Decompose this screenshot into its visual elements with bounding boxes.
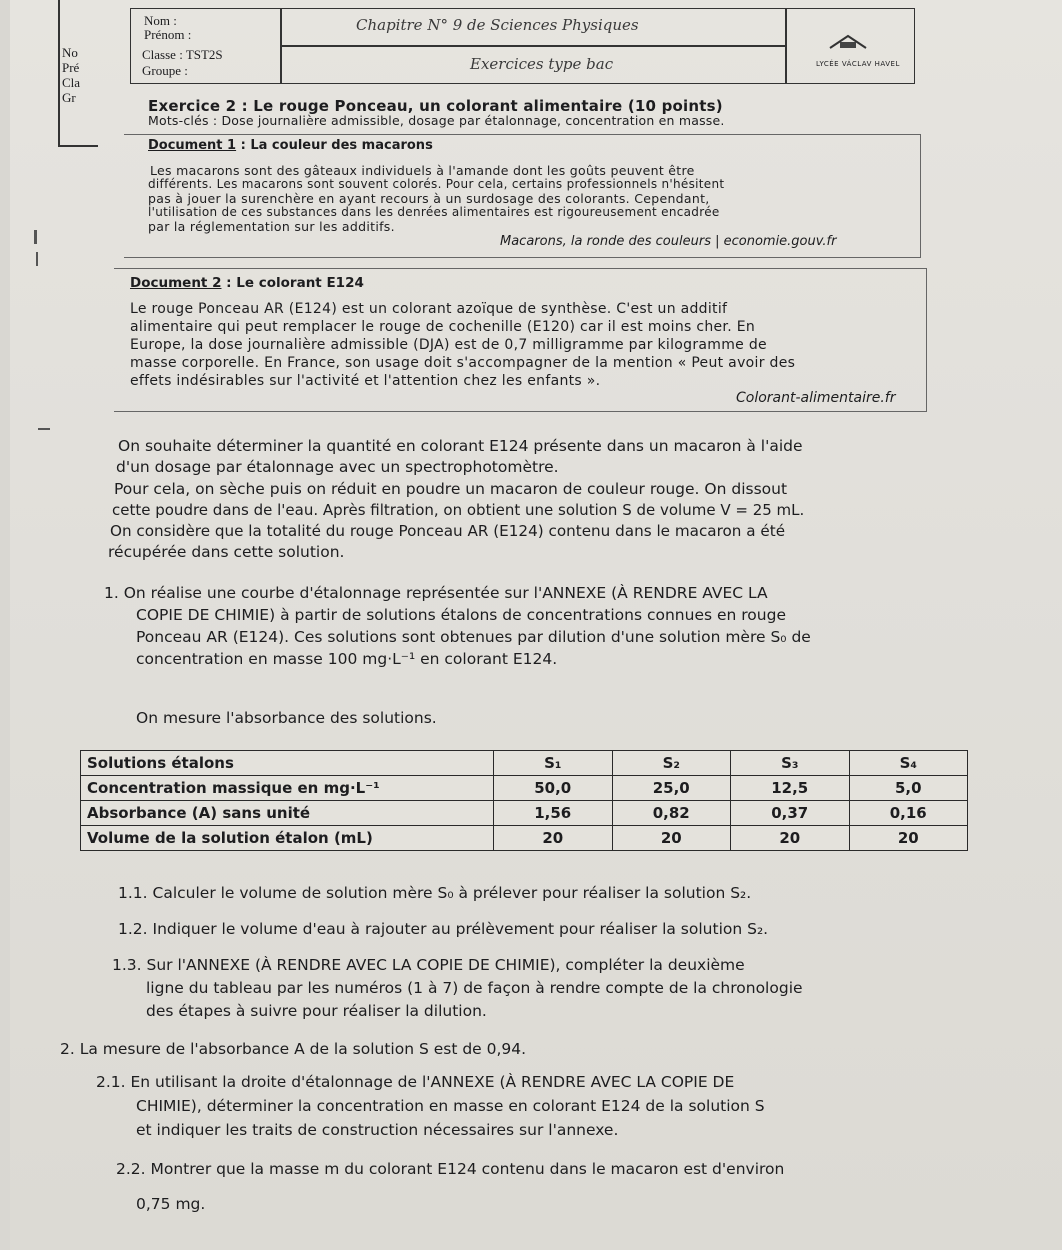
margin-mark (38, 428, 50, 430)
table-row (81, 826, 968, 851)
document-1-subject: : La couleur des macarons (236, 138, 433, 153)
table-cell: Absorbance (A) sans unité (81, 801, 494, 826)
question-2-1-line: et indiquer les traits de construction nécessaires sur l'annexe. (136, 1121, 619, 1139)
left-fragment: No (62, 45, 78, 60)
table-cell: S₄ (849, 751, 968, 776)
question-1-line: COPIE DE CHIMIE) à partir de solutions étalons de concentrations connues en rouge (136, 606, 786, 624)
intro-line: cette poudre dans de l'eau. Après filtration, on obtient une solution S de volume V = 25 mL. (112, 501, 805, 519)
exercise-keywords: Mots-clés : Dose journalière admissible, dosage par étalonnage, concentration en masse. (148, 113, 725, 128)
question-2-2-line: 2.2. Montrer que la masse m du colorant E124 contenu dans le macaron est d'environ (116, 1160, 785, 1178)
table-cell: 25,0 (612, 776, 731, 801)
table-cell: 0,82 (612, 801, 731, 826)
intro-line: On considère que la totalité du rouge Ponceau AR (E124) contenu dans le macaron a été (110, 522, 786, 540)
table-cell: 0,37 (731, 801, 850, 826)
table-cell: 20 (731, 826, 850, 851)
question-2-1-line: CHIMIE), déterminer la concentration en masse en colorant E124 de la solution S (136, 1097, 765, 1115)
table-cell: S₂ (612, 751, 731, 776)
standards-table (80, 750, 968, 851)
left-fragment: Gr (62, 90, 76, 105)
table-cell: 20 (849, 826, 968, 851)
question-1-1: 1.1. Calculer le volume de solution mère S₀ à prélever pour réaliser la solution S₂. (118, 884, 752, 902)
document-1-line: différents. Les macarons sont souvent colorés. Pour cela, certains professionnels n'hésitent (148, 177, 725, 191)
table-row (81, 751, 968, 776)
intro-line: d'un dosage par étalonnage avec un spectrophotomètre. (116, 458, 559, 476)
school-logo-icon (826, 32, 870, 52)
nom-label: Nom : (144, 13, 177, 28)
intro-line: Pour cela, on sèche puis on réduit en poudre un macaron de couleur rouge. On dissout (114, 480, 788, 498)
table-cell: 50,0 (494, 776, 613, 801)
table-cell: Concentration massique en mg·L⁻¹ (81, 776, 494, 801)
document-1-line: l'utilisation de ces substances dans les denrées alimentaires est rigoureusement encadrée (148, 205, 720, 219)
question-1-line: concentration en masse 100 mg·L⁻¹ en colorant E124. (136, 650, 558, 668)
margin-mark (36, 252, 38, 266)
table-cell: S₃ (731, 751, 850, 776)
document-2-source: Colorant-alimentaire.fr (736, 390, 896, 406)
document-2-subject: : Le colorant E124 (221, 275, 364, 291)
table-cell: 0,16 (849, 801, 968, 826)
document-2-line: Le rouge Ponceau AR (E124) est un colorant azoïque de synthèse. C'est un additif (130, 301, 728, 317)
exercise-title: Exercice 2 : Le rouge Ponceau, un colorant alimentaire (10 points) (148, 97, 723, 115)
document-2-line: Europe, la dose journalière admissible (DJA) est de 0,7 milligramme par kilogramme de (130, 337, 767, 353)
table-cell: 5,0 (849, 776, 968, 801)
document-2-label: Document 2 (130, 275, 222, 291)
question-1-line: 1. On réalise une courbe d'étalonnage représentée sur l'ANNEXE (À RENDRE AVEC LA (104, 584, 768, 602)
question-2-1-line: 2.1. En utilisant la droite d'étalonnage de l'ANNEXE (À RENDRE AVEC LA COPIE DE (96, 1073, 735, 1091)
question-2: 2. La mesure de l'absorbance A de la solution S est de 0,94. (60, 1040, 527, 1058)
classe-label: Classe : TST2S (142, 47, 223, 62)
intro-line: On souhaite déterminer la quantité en colorant E124 présente dans un macaron à l'aide (118, 437, 803, 455)
table-cell: 12,5 (731, 776, 850, 801)
table-cell: Volume de la solution étalon (mL) (81, 826, 494, 851)
document-1-line: Les macarons sont des gâteaux individuels à l'amande dont les goûts peuvent être (150, 163, 695, 178)
document-1-title (148, 138, 433, 153)
table-row (81, 801, 968, 826)
question-1-3-line: 1.3. Sur l'ANNEXE (À RENDRE AVEC LA COPIE DE CHIMIE), compléter la deuxième (112, 956, 745, 974)
measure-line: On mesure l'absorbance des solutions. (136, 709, 437, 727)
table-row (81, 776, 968, 801)
header-bracket-foot (58, 145, 98, 147)
document-2-line: masse corporelle. En France, son usage doit s'accompagner de la mention « Peut avoir des (130, 355, 796, 371)
document-2-line: alimentaire qui peut remplacer le rouge de cochenille (E120) car il est moins cher. En (130, 319, 756, 335)
document-2-line: effets indésirables sur l'activité et l'attention chez les enfants ». (130, 373, 601, 389)
header-bracket (58, 0, 70, 145)
document-1-line: pas à jouer la surenchère en ayant recours à un surdosage des colorants. Cependant, (148, 191, 710, 206)
table-cell: 1,56 (494, 801, 613, 826)
chapter-title: Chapitre N° 9 de Sciences Physiques (356, 16, 639, 34)
school-name: LYCÉE VÁCLAV HAVEL (816, 60, 900, 68)
question-1-line: Ponceau AR (E124). Ces solutions sont obtenues par dilution d'une solution mère S₀ de (136, 628, 811, 646)
document-1-source: Macarons, la ronde des couleurs | economie.gouv.fr (500, 234, 837, 249)
table-cell: S₁ (494, 751, 613, 776)
groupe-label: Groupe : (142, 63, 188, 78)
table-cell: 20 (612, 826, 731, 851)
subtitle: Exercices type bac (470, 55, 614, 73)
margin-mark (34, 230, 37, 244)
table-cell: Solutions étalons (81, 751, 494, 776)
document-1-label: Document 1 (148, 138, 237, 153)
document-1-line: par la réglementation sur les additifs. (148, 219, 395, 234)
table-cell: 20 (494, 826, 613, 851)
question-2-2-line: 0,75 mg. (136, 1195, 206, 1213)
intro-line: récupérée dans cette solution. (108, 543, 345, 561)
question-1-2: 1.2. Indiquer le volume d'eau à rajouter au prélèvement pour réaliser la solution S₂. (118, 920, 769, 938)
left-fragment: Pré (62, 60, 80, 75)
prenom-label: Prénom : (144, 27, 192, 42)
question-1-3-line: des étapes à suivre pour réaliser la dilution. (146, 1002, 487, 1020)
question-1-3-line: ligne du tableau par les numéros (1 à 7) de façon à rendre compte de la chronologie (146, 979, 803, 997)
left-fragment: Cla (62, 75, 81, 90)
document-2-title (130, 275, 364, 291)
